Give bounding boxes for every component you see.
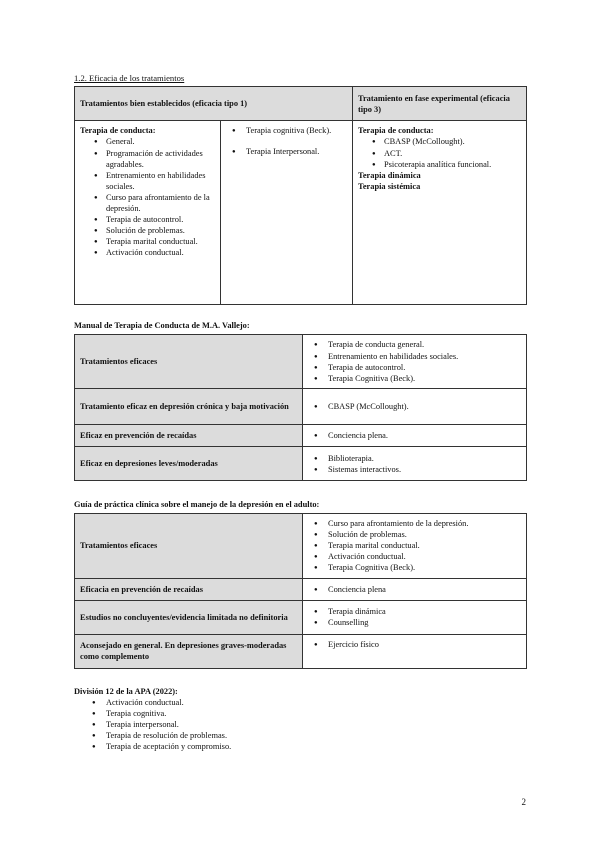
list-item: ● Ejercicio físico	[308, 639, 521, 650]
list-item: ● Conciencia plena	[308, 584, 521, 595]
efficacy-table	[74, 86, 527, 305]
other-list	[226, 125, 347, 157]
list-item: ● Terapia interpersonal.	[86, 719, 526, 730]
exp-conducta-title: Terapia de conducta:	[358, 126, 434, 136]
col2-header: Tratamiento en fase experimental (eficacia tipo 3)	[353, 87, 527, 121]
exp-dinamica: Terapia dinámica	[358, 170, 421, 180]
row-items	[303, 335, 527, 389]
list-item: ● Psicoterapia analítica funcional.	[372, 159, 521, 170]
section-efficacy	[74, 73, 526, 305]
row-label: Eficacia en prevención de recaídas	[75, 578, 303, 600]
list-item: ● Terapia de resolución de problemas.	[86, 730, 526, 741]
list-item: ● Terapia de autocontrol.	[94, 214, 215, 225]
guia-table	[74, 513, 527, 668]
list-item: ● Terapia Interpersonal.	[226, 146, 347, 157]
section-heading: Guía de práctica clínica sobre el manejo de la depresión en el adulto:	[74, 500, 320, 509]
list-item: ● Terapia marital conductual.	[308, 540, 521, 551]
page-number: 2	[521, 797, 526, 807]
section-heading: División 12 de la APA (2022):	[74, 687, 178, 696]
list-item: ● Entrenamiento en habilidades sociales.	[94, 170, 215, 192]
list-item: ● Solución de problemas.	[308, 529, 521, 540]
vallejo-table	[74, 334, 527, 481]
list-item: ● Solución de problemas.	[94, 225, 215, 236]
list-item: ● ACT.	[372, 148, 521, 159]
other-therapies-cell	[221, 121, 353, 305]
list-item: ● Activación conductual.	[308, 551, 521, 562]
list-item: ● Terapia marital conductual.	[94, 236, 215, 247]
row-items	[303, 514, 527, 578]
row-label: Tratamiento eficaz en depresión crónica y baja motivación	[75, 389, 303, 425]
row-items	[303, 634, 527, 668]
list-item: ● CBASP (McCollought).	[372, 136, 521, 147]
list-item: ● CBASP (McCollought).	[308, 401, 521, 412]
list-item: ● Terapia cognitiva.	[86, 708, 526, 719]
apa-list	[86, 697, 526, 752]
list-item: ● Entrenamiento en habilidades sociales.	[308, 351, 521, 362]
exp-sistemica: Terapia sistémica	[358, 181, 421, 191]
row-label: Tratamientos eficaces	[75, 335, 303, 389]
conducta-cell	[75, 121, 221, 305]
list-item: ● Terapia Cognitiva (Beck).	[308, 562, 521, 573]
list-item: ● Terapia Cognitiva (Beck).	[308, 373, 521, 384]
list-item: ● Activación conductual.	[94, 247, 215, 258]
conducta-title: Terapia de conducta:	[80, 126, 156, 136]
list-item: ● Terapia de aceptación y compromiso.	[86, 741, 526, 752]
row-label: Tratamientos eficaces	[75, 514, 303, 578]
list-item: ● Biblioterapia.	[308, 453, 521, 464]
list-item: ● Counselling	[308, 617, 521, 628]
row-items	[303, 578, 527, 600]
row-label: Eficaz en depresiones leves/moderadas	[75, 447, 303, 481]
list-item: ● Programación de actividades agradables.	[94, 148, 215, 170]
row-items	[303, 447, 527, 481]
section-apa	[74, 686, 526, 753]
list-item: ● Activación conductual.	[86, 697, 526, 708]
list-item: ● Curso para afrontamiento de la depresión.	[94, 192, 215, 214]
list-item: ● General.	[94, 136, 215, 147]
list-item: ● Terapia dinámica	[308, 606, 521, 617]
row-items	[303, 425, 527, 447]
section-heading: 1.2. Eficacia de los tratamientos	[74, 73, 185, 83]
list-item: ● Curso para afrontamiento de la depresión.	[308, 518, 521, 529]
list-item: ● Conciencia plena.	[308, 430, 521, 441]
row-label: Aconsejado en general. En depresiones graves-moderadas como complemento	[75, 634, 303, 668]
row-label: Estudios no concluyentes/evidencia limitada no definitoria	[75, 600, 303, 634]
section-vallejo	[74, 320, 526, 481]
row-items	[303, 600, 527, 634]
list-item: ● Terapia de autocontrol.	[308, 362, 521, 373]
list-item: ● Terapia de conducta general.	[308, 339, 521, 350]
row-items	[303, 389, 527, 425]
conducta-list	[94, 136, 215, 258]
exp-list	[372, 136, 521, 169]
section-guia	[74, 499, 526, 669]
row-label: Eficaz en prevención de recaídas	[75, 425, 303, 447]
col1-header: Tratamientos bien establecidos (eficacia tipo 1)	[75, 87, 353, 121]
list-item: ● Terapia cognitiva (Beck).	[226, 125, 347, 136]
list-item: ● Sistemas interactivos.	[308, 464, 521, 475]
experimental-cell	[353, 121, 527, 305]
section-heading: Manual de Terapia de Conducta de M.A. Vallejo:	[74, 321, 250, 330]
